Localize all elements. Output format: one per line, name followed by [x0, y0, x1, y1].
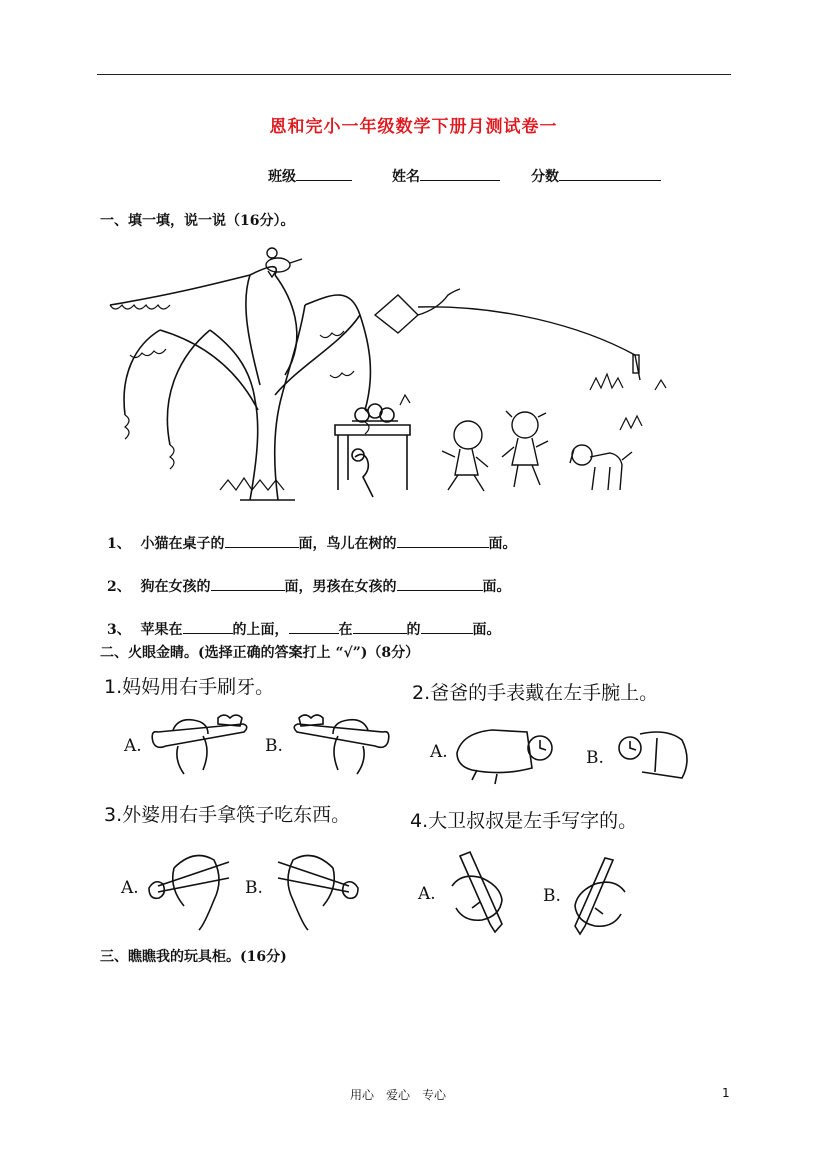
item-1-option-b-label[interactable]: B. — [265, 736, 283, 756]
answer-blank[interactable] — [225, 533, 299, 548]
question-1-3: 3、 苹果在 的上面， 在 的 面。 — [107, 619, 501, 639]
class-blank — [296, 166, 352, 181]
section3-heading: 三、瞧瞧我的玩具柜。(16分) — [100, 949, 287, 965]
score-field — [531, 166, 661, 186]
girl-illustration — [502, 411, 548, 487]
item-4-option-a-label[interactable]: A. — [418, 884, 436, 904]
hand-pencil-b-illustration — [565, 856, 645, 941]
tree-illustration — [110, 267, 370, 500]
boy-illustration — [442, 421, 488, 491]
item-1-option-a-label[interactable]: A. — [124, 736, 142, 756]
hand-toothbrush-a-illustration — [148, 710, 253, 780]
score-blank — [559, 166, 661, 181]
page-title: 恩和完小一年级数学下册月测试卷一 — [269, 117, 558, 137]
question-1-2: 2、 狗在女孩的 面，男孩在女孩的 面。 — [107, 576, 511, 596]
dog-illustration — [570, 445, 632, 490]
hand-chopsticks-b-illustration — [268, 848, 363, 933]
kite-illustration — [375, 289, 640, 380]
table-illustration — [335, 404, 410, 497]
answer-blank[interactable] — [289, 619, 339, 634]
section1-heading: 一、填一填，说一说（16分）。 — [100, 213, 295, 229]
class-label: 班级 — [268, 169, 296, 185]
answer-blank[interactable] — [353, 619, 407, 634]
footer-motto: 用心 爱心 专心 — [350, 1088, 447, 1102]
answer-blank[interactable] — [421, 619, 473, 634]
answer-blank[interactable] — [397, 576, 483, 591]
class-field — [268, 166, 352, 186]
item-4-text: 4.大卫叔叔是左手写字的。 — [410, 810, 638, 832]
hand-watch-b-illustration — [612, 720, 697, 790]
item-3-option-b-label[interactable]: B. — [245, 878, 263, 898]
hand-toothbrush-b-illustration — [288, 710, 393, 780]
item-4-option-b-label[interactable]: B. — [543, 886, 561, 906]
scene-illustration — [100, 235, 680, 515]
answer-blank[interactable] — [397, 533, 489, 548]
item-3-option-a-label[interactable]: A. — [121, 878, 139, 898]
question-1-1: 1、 小猫在桌子的 面，鸟儿在树的 面。 — [107, 533, 517, 553]
item-3-text: 3.外婆用右手拿筷子吃东西。 — [104, 804, 351, 826]
page-number: 1 — [722, 1086, 730, 1100]
hand-pencil-a-illustration — [440, 846, 520, 936]
name-label: 姓名 — [392, 169, 420, 185]
name-field — [392, 166, 500, 186]
item-2-text: 2.爸爸的手表戴在左手腕上。 — [412, 682, 659, 704]
score-label: 分数 — [531, 169, 559, 185]
section2-heading: 二、火眼金睛。(选择正确的答案打上 “√”)（8分） — [100, 645, 420, 661]
bird-illustration — [266, 248, 302, 277]
answer-blank[interactable] — [183, 619, 233, 634]
hand-chopsticks-a-illustration — [144, 848, 239, 933]
item-2-option-b-label[interactable]: B. — [586, 748, 604, 768]
item-2-option-a-label[interactable]: A. — [430, 742, 448, 762]
item-1-text: 1.妈妈用右手刷牙。 — [104, 676, 275, 698]
hand-watch-a-illustration — [452, 718, 557, 788]
top-rule — [97, 74, 731, 75]
answer-blank[interactable] — [211, 576, 285, 591]
name-blank — [420, 166, 500, 181]
